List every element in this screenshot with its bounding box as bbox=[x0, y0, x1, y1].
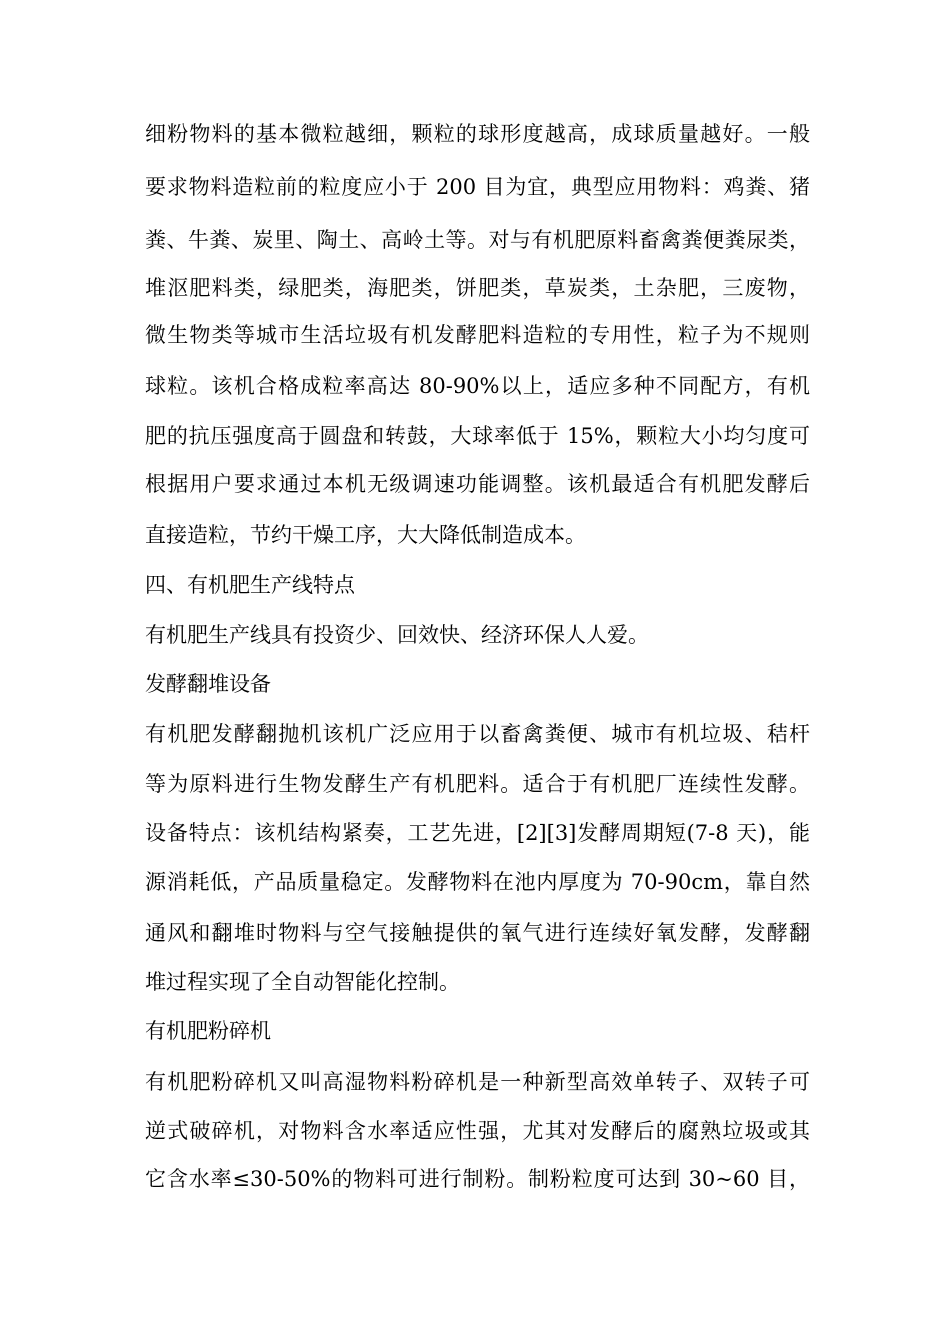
body-text-line: 有机肥生产线具有投资少、回效快、经济环保人人爱。 bbox=[145, 623, 649, 647]
subsection-heading: 发酵翻堆设备 bbox=[145, 672, 271, 696]
body-text-line: 通风和翻堆时物料与空气接触提供的氧气进行连续好氧发酵，发酵翻 bbox=[145, 921, 810, 945]
body-text-line: 设备特点：该机结构紧奏，工艺先进，[2][3]发酵周期短(7-8 天)，能 bbox=[145, 821, 810, 845]
body-text-line: 肥的抗压强度高于圆盘和转鼓，大球率低于 15%，颗粒大小均匀度可 bbox=[145, 424, 810, 448]
body-text-line: 要求物料造粒前的粒度应小于 200 目为宜，典型应用物料：鸡粪、猪 bbox=[145, 175, 810, 199]
body-text-line: 球粒。该机合格成粒率高达 80-90%以上，适应多种不同配方，有机 bbox=[145, 374, 810, 398]
subsection-heading: 有机肥粉碎机 bbox=[145, 1019, 271, 1043]
body-text-line: 逆式破碎机，对物料含水率适应性强，尤其对发酵后的腐熟垃圾或其 bbox=[145, 1119, 810, 1143]
section-heading: 四、有机肥生产线特点 bbox=[145, 573, 355, 597]
body-text-line: 等为原料进行生物发酵生产有机肥料。适合于有机肥厂连续性发酵。 bbox=[145, 772, 810, 796]
body-text-line: 微生物类等城市生活垃圾有机发酵肥料造粒的专用性，粒子为不规则 bbox=[145, 323, 810, 347]
body-text-line: 源消耗低，产品质量稳定。发酵物料在池内厚度为 70-90cm，靠自然 bbox=[145, 870, 810, 894]
body-text-line: 有机肥发酵翻抛机该机广泛应用于以畜禽粪便、城市有机垃圾、秸杆 bbox=[145, 722, 810, 746]
body-text-line: 堆沤肥料类，绿肥类，海肥类，饼肥类，草炭类，土杂肥，三废物， bbox=[145, 276, 810, 300]
body-text-line: 它含水率≤30-50%的物料可进行制粉。制粉粒度可达到 30~60 目， bbox=[145, 1167, 810, 1191]
body-text-line: 粪、牛粪、炭里、陶土、高岭土等。对与有机肥原料畜禽粪便粪尿类， bbox=[145, 228, 810, 252]
body-text-line: 直接造粒，节约干燥工序，大大降低制造成本。 bbox=[145, 523, 586, 547]
body-text-line: 细粉物料的基本微粒越细，颗粒的球形度越高，成球质量越好。一般 bbox=[145, 122, 810, 146]
body-text-line: 根据用户要求通过本机无级调速功能调整。该机最适合有机肥发酵后 bbox=[145, 472, 810, 496]
body-text-line: 堆过程实现了全自动智能化控制。 bbox=[145, 970, 460, 994]
body-text-line: 有机肥粉碎机又叫高湿物料粉碎机是一种新型高效单转子、双转子可 bbox=[145, 1070, 810, 1094]
